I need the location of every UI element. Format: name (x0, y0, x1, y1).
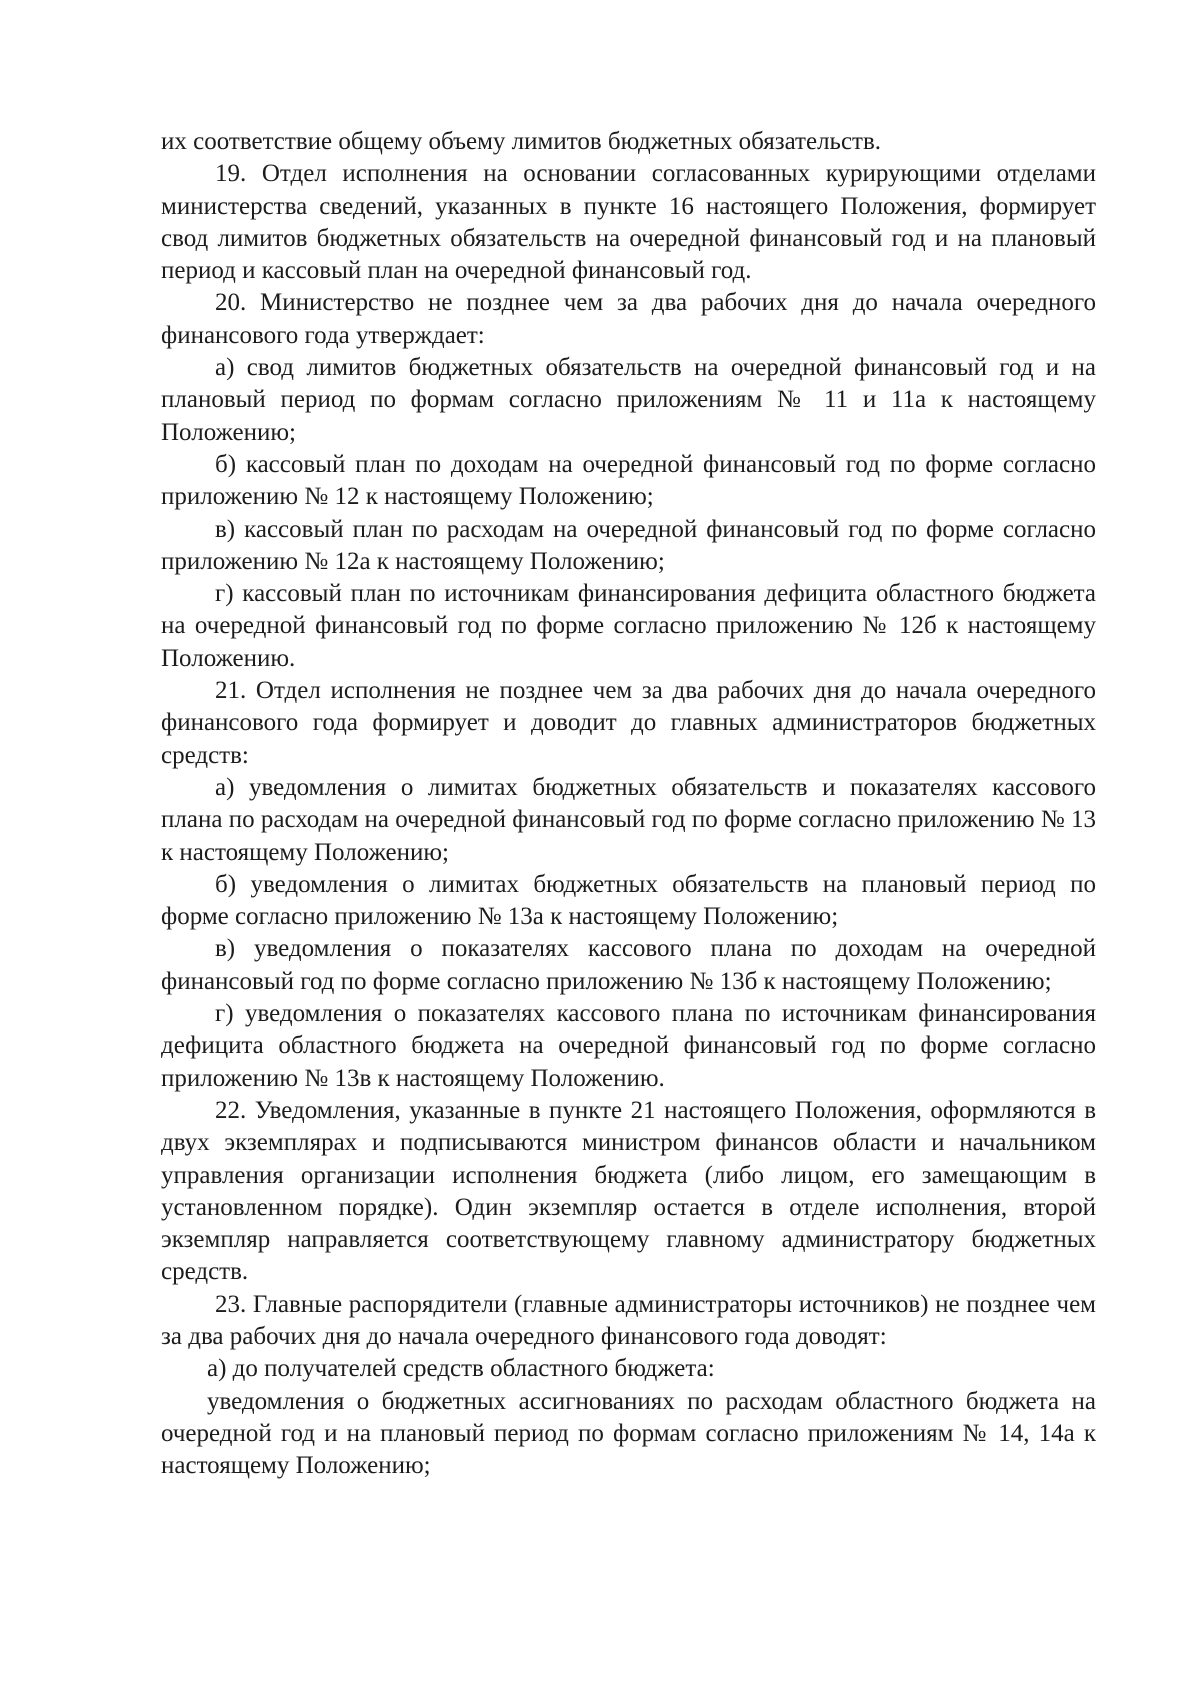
paragraph-item-20: 20. Министерство не позднее чем за два рабочих дня до начала очередного финансового года утверждает: (161, 289, 1096, 349)
paragraph-subitem-20v: в) кассовый план по расходам на очередной финансовый год по форме согласно приложению № 12а к настоящему Положению; (161, 515, 1096, 575)
paragraph-subitem-21b: б) уведомления о лимитах бюджетных обязательств на плановый период по форме согласно приложению № 13а к настоящему Положению; (161, 870, 1096, 931)
paragraph-subitem-20a: а) свод лимитов бюджетных обязательств на очередной финансовый год и на плановый период по формам согласно приложениям № 11 и 11а к настоящему Положению; (161, 354, 1096, 446)
paragraph-subitem-21g: г) уведомления о показателях кассового плана по источникам финансирования дефицита областного бюджета на очередной финансовый год по форме согласно приложению № 13в к настоящему Положению. (161, 1000, 1096, 1092)
paragraph-continuation: их соответствие общему объему лимитов бюджетных обязательств. (161, 128, 882, 155)
paragraph-subitem-21a: а) уведомления о лимитах бюджетных обязательств и показателях кассового плана по расходам на очередной финансовый год по форме согласно приложению № 13 к настоящему Положению; (161, 773, 1096, 866)
document-body (161, 126, 1096, 1482)
paragraph-subitem-23a: а) до получателей средств областного бюджета: (207, 1355, 715, 1383)
paragraph-subitem-20b: б) кассовый план по доходам на очередной финансовый год по форме согласно приложению № 12 к настоящему Положению; (161, 450, 1096, 511)
paragraph-subitem-20g: г) кассовый план по источникам финансирования дефицита областного бюджета на очередной финансовый год по форме согласно приложению № 12б к настоящему Положению. (161, 580, 1096, 672)
paragraph-subitem-21v: в) уведомления о показателях кассового плана по доходам на очередной финансовый год по форме согласно приложению № 13б к настоящему Положению; (161, 935, 1096, 995)
paragraph-item-22: 22. Уведомления, указанные в пункте 21 настоящего Положения, оформляются в двух экземплярах и подписываются министром финансов области и начальником управления организации исполнения бюджета (либо лицом, его замещающим в установленном порядке). Один экземпляр остается в отделе исполнения, второй экземпляр направляется соответствующему главному администратору бюджетных средств. (161, 1096, 1096, 1286)
paragraph-subitem-23a-notice: уведомления о бюджетных ассигнованиях по расходам областного бюджета на очередной год и на плановый период по формам согласно приложениям № 14, 14а к настоящему Положению; (161, 1387, 1096, 1480)
paragraph-item-23: 23. Главные распорядители (главные администраторы источников) не позднее чем за два рабочих дня до начала очередного финансового года доводят: (161, 1290, 1096, 1350)
paragraph-item-21: 21. Отдел исполнения не позднее чем за два рабочих дня до начала очередного финансового года формирует и доводит до главных администраторов бюджетных средств: (161, 677, 1096, 769)
paragraph-item-19: 19. Отдел исполнения на основании согласованных курирующими отделами министерства сведений, указанных в пункте 16 настоящего Положения, формирует свод лимитов бюджетных обязательств на очередной финансовый год и на плановый период и кассовый план на очередной финансовый год. (161, 160, 1096, 285)
